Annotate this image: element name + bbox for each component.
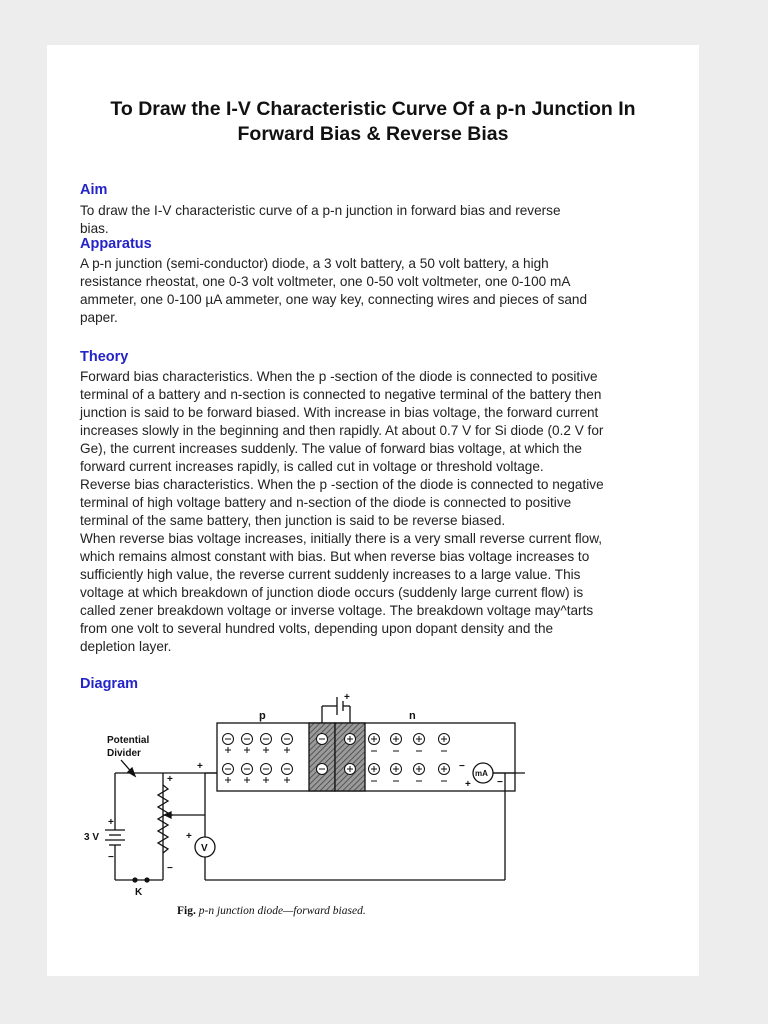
title-line-2: Forward Bias & Reverse Bias (237, 123, 509, 145)
label-voltmeter: V (201, 843, 208, 854)
theory-line: When reverse bias voltage increases, initially there is a very small reverse current flow, (80, 531, 603, 546)
apparatus-line: A p-n junction (semi-conductor) diode, a 3 volt battery, a 50 volt battery, a high (80, 256, 549, 271)
n-region-ions (369, 734, 450, 782)
sign-plus: + (167, 774, 173, 785)
theory-line: sufficiently high value, the reverse current suddenly increases to a large value. This (80, 567, 581, 582)
theory-line: forward current increases rapidly, is called cut in voltage or threshold voltage. (80, 459, 544, 474)
theory-line: Reverse bias characteristics. When the p -section of the diode is connected to negative (80, 477, 604, 492)
theory-line: terminal of high voltage battery and n-section of the diode is connected to positive (80, 495, 572, 510)
sign-plus: + (197, 761, 203, 772)
theory-line: increases slowly in the beginning and then rapidly. At about 0.7 V for Si diode (0.2 V for (80, 423, 604, 438)
apparatus-line: paper. (80, 310, 118, 325)
title-line-1: To Draw the I-V Characteristic Curve Of a p-n Junction In (110, 98, 636, 120)
label-ammeter: mA (475, 769, 488, 778)
aim-heading: Aim (80, 182, 108, 198)
key-dot (145, 878, 149, 882)
theory-line: voltage at which breakdown of junction diode occurs (suddenly large current flow) is (80, 585, 584, 600)
key-dot (133, 878, 137, 882)
label-p: p (259, 710, 266, 722)
sign-plus: + (186, 831, 192, 842)
theory-line: terminal of a battery and n-section is connected to negative terminal of the battery then (80, 387, 602, 402)
aim-line: bias. (80, 221, 109, 236)
diagram-heading: Diagram (80, 676, 139, 692)
circuit-diagram (47, 45, 699, 925)
sign-minus: − (167, 863, 173, 874)
figure-caption (177, 905, 366, 917)
label-divider: Divider (107, 748, 141, 759)
sign-plus: + (465, 779, 471, 790)
label-key: K (135, 887, 143, 898)
label-3v: 3 V (84, 832, 100, 843)
theory-line: Ge), the current increases suddenly. The value of forward bias voltage, at which the (80, 441, 582, 456)
theory-line: called zener breakdown voltage or inverse voltage. The breakdown voltage may^tarts (80, 603, 594, 618)
document-page (47, 45, 699, 976)
theory-line: Forward bias characteristics. When the p -section of the diode is connected to positive (80, 369, 598, 384)
battery-3v (105, 830, 125, 850)
apparatus-line: ammeter, one 0-100 µA ammeter, one way key, connecting wires and pieces of sand (80, 292, 588, 307)
theory-line: junction is said to be forward biased. With increase in bias voltage, the forward current (80, 405, 599, 420)
theory-line: which remains almost constant with bias. But when reverse bias voltage increases to (80, 549, 590, 564)
p-region-ions (223, 734, 293, 784)
theory-line: from one volt to several hundred volts, depending upon dopant density and the (80, 621, 554, 636)
sign-plus: + (108, 817, 114, 828)
label-potential: Potential (107, 735, 150, 746)
sign-minus: − (459, 761, 465, 772)
aim-line: To draw the I-V characteristic curve of a p-n junction in forward bias and reverse (80, 203, 561, 218)
theory-line: depletion layer. (80, 639, 172, 654)
label-n: n (409, 710, 416, 722)
theory-line: terminal of the same battery, then junction is said to be reverse biased. (80, 513, 506, 528)
apparatus-heading: Apparatus (80, 236, 152, 252)
sign-minus: − (108, 852, 114, 863)
caption-text: p-n junction diode—forward biased. (198, 905, 366, 917)
sign-plus: + (344, 692, 350, 703)
apparatus-line: resistance rheostat, one 0-3 volt voltmeter, one 0-50 volt voltmeter, one 0-100 mA (80, 274, 571, 289)
sign-minus: − (497, 777, 503, 788)
theory-heading: Theory (80, 349, 129, 365)
caption-fig: Fig. (177, 905, 196, 917)
